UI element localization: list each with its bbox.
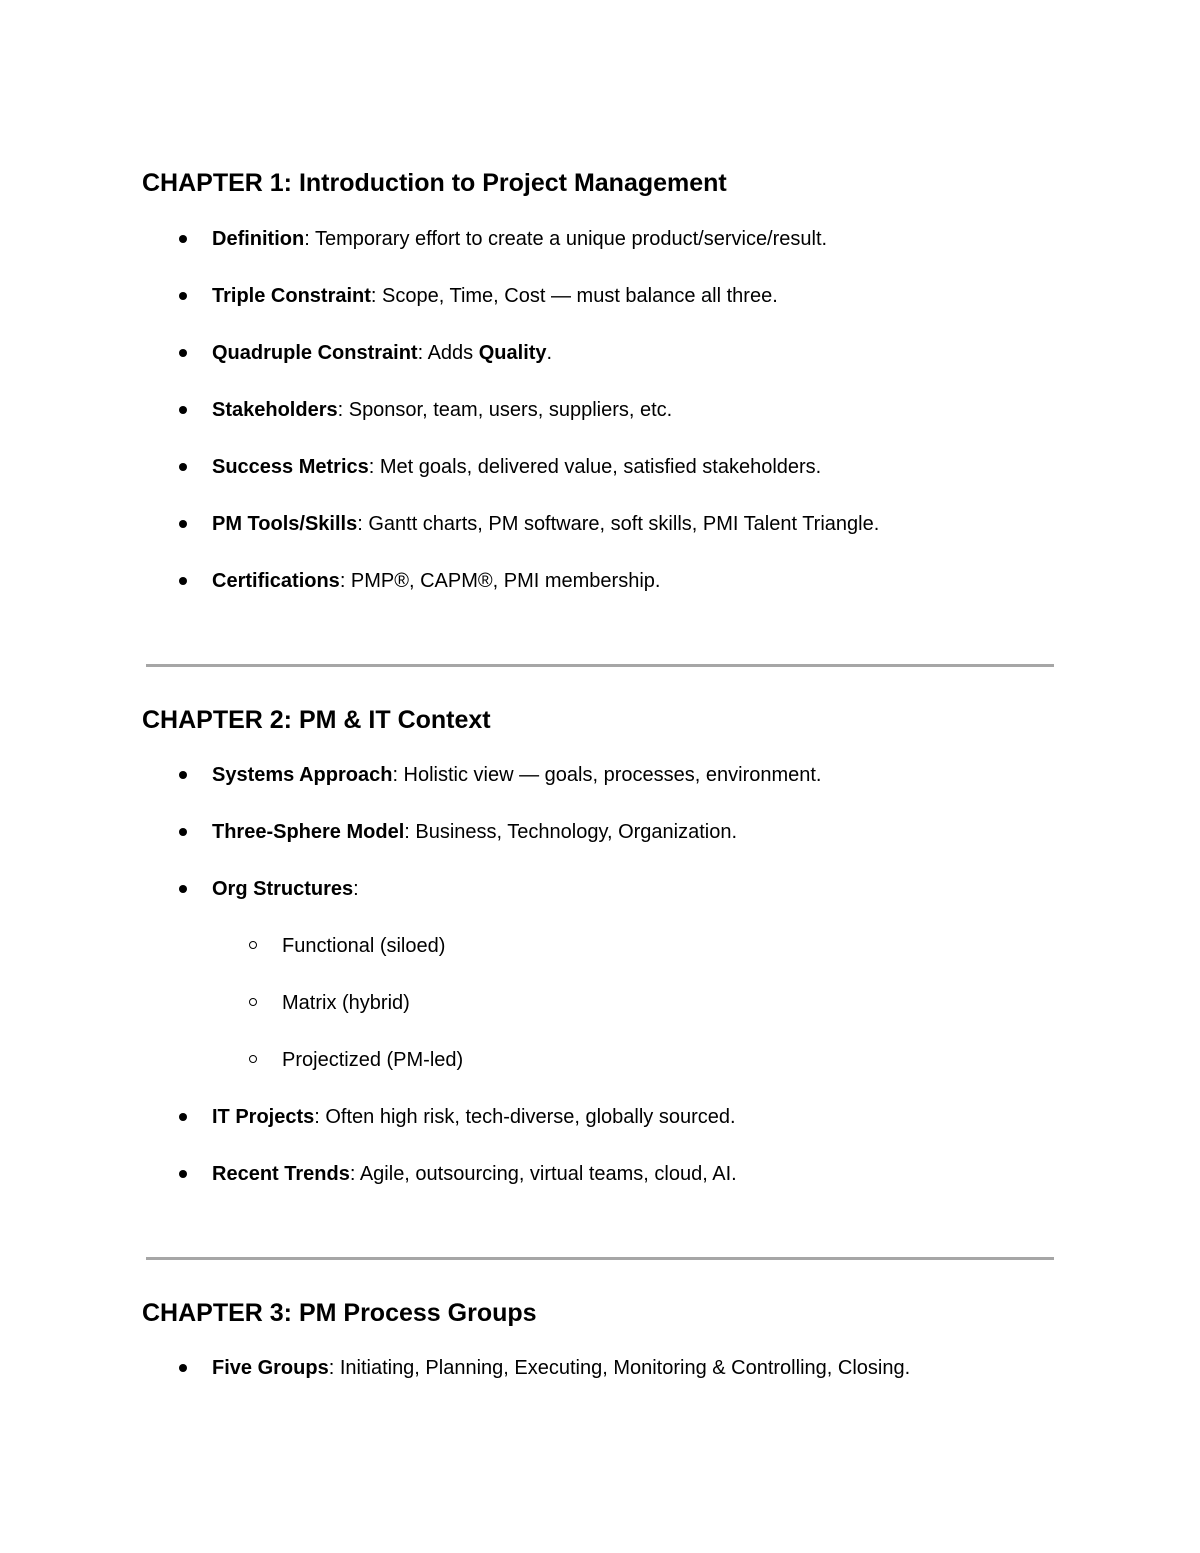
item-term: Success Metrics <box>212 456 369 478</box>
list-item <box>0 760 1200 790</box>
bullet-disc-icon <box>179 828 187 836</box>
item-term: Certifications <box>212 570 340 592</box>
list-item <box>0 1353 1200 1383</box>
bullet-disc-icon <box>179 577 187 585</box>
bullet-disc-icon <box>179 235 187 243</box>
bullet-disc-icon <box>179 349 187 357</box>
item-text: : PMP®, CAPM®, PMI membership. <box>339 570 661 592</box>
bullet-circle-icon <box>249 941 257 949</box>
list-item <box>0 395 1200 425</box>
item-text: : Sponsor, team, users, suppliers, etc. <box>337 399 673 421</box>
sub-list-item <box>0 988 1200 1018</box>
section-divider <box>146 1257 1054 1260</box>
item-text: : Temporary effort to create a unique product/service/result. <box>304 228 828 250</box>
item-text: : Agile, outsourcing, virtual teams, cloud, AI. <box>349 1163 737 1185</box>
item-text: : Scope, Time, Cost — must balance all three. <box>370 285 778 307</box>
item-text: : Met goals, delivered value, satisfied stakeholders. <box>368 456 822 478</box>
bullet-disc-icon <box>179 406 187 414</box>
item-term: Definition <box>212 228 305 250</box>
sub-item-text: Functional (siloed) <box>282 935 446 957</box>
item-term: Quadruple Constraint <box>212 342 418 364</box>
bullet-disc-icon <box>179 463 187 471</box>
item-text: : Gantt charts, PM software, soft skills, PMI Talent Triangle. <box>357 513 880 535</box>
bullet-disc-icon <box>179 771 187 779</box>
bullet-disc-icon <box>179 885 187 893</box>
item-term: IT Projects <box>212 1106 315 1128</box>
sub-item-text: Projectized (PM-led) <box>282 1049 464 1071</box>
list-item <box>0 874 1200 904</box>
list-item <box>0 281 1200 311</box>
item-text-end: . <box>546 342 553 364</box>
item-text: : Business, Technology, Organization. <box>404 821 738 843</box>
item-text: : Holistic view — goals, processes, environment. <box>392 764 822 786</box>
item-bold-tail: Quality <box>478 342 547 364</box>
item-term: Three-Sphere Model <box>212 821 405 843</box>
bullet-disc-icon <box>179 1364 187 1372</box>
section-divider <box>146 664 1054 667</box>
list-item <box>0 566 1200 596</box>
list-item <box>0 1159 1200 1189</box>
list-item <box>0 1102 1200 1132</box>
chapter-2-title: CHAPTER 2: PM & IT Context <box>142 706 491 734</box>
chapter-1-title: CHAPTER 1: Introduction to Project Management <box>142 169 727 197</box>
item-term: Five Groups <box>212 1357 329 1379</box>
bullet-disc-icon <box>179 292 187 300</box>
item-term: Stakeholders <box>212 399 338 421</box>
bullet-disc-icon <box>179 520 187 528</box>
bullet-disc-icon <box>179 1170 187 1178</box>
bullet-circle-icon <box>249 1055 257 1063</box>
item-text: : <box>353 878 359 900</box>
item-text: : Initiating, Planning, Executing, Monitoring & Controlling, Closing. <box>328 1357 911 1379</box>
item-term: Systems Approach <box>212 764 393 786</box>
list-item <box>0 509 1200 539</box>
list-item <box>0 817 1200 847</box>
chapter-3-title: CHAPTER 3: PM Process Groups <box>142 1299 537 1327</box>
item-term: Org Structures <box>212 878 354 900</box>
sub-list-item <box>0 1045 1200 1075</box>
sub-list-item <box>0 931 1200 961</box>
item-text: : Adds <box>417 342 479 364</box>
bullet-disc-icon <box>179 1113 187 1121</box>
item-term: Recent Trends <box>212 1163 350 1185</box>
item-term: PM Tools/Skills <box>212 513 358 535</box>
item-term: Triple Constraint <box>212 285 371 307</box>
list-item <box>0 452 1200 482</box>
sub-item-text: Matrix (hybrid) <box>282 992 410 1014</box>
item-text: : Often high risk, tech-diverse, globally sourced. <box>314 1106 736 1128</box>
list-item <box>0 338 1200 368</box>
bullet-circle-icon <box>249 998 257 1006</box>
list-item <box>0 224 1200 254</box>
